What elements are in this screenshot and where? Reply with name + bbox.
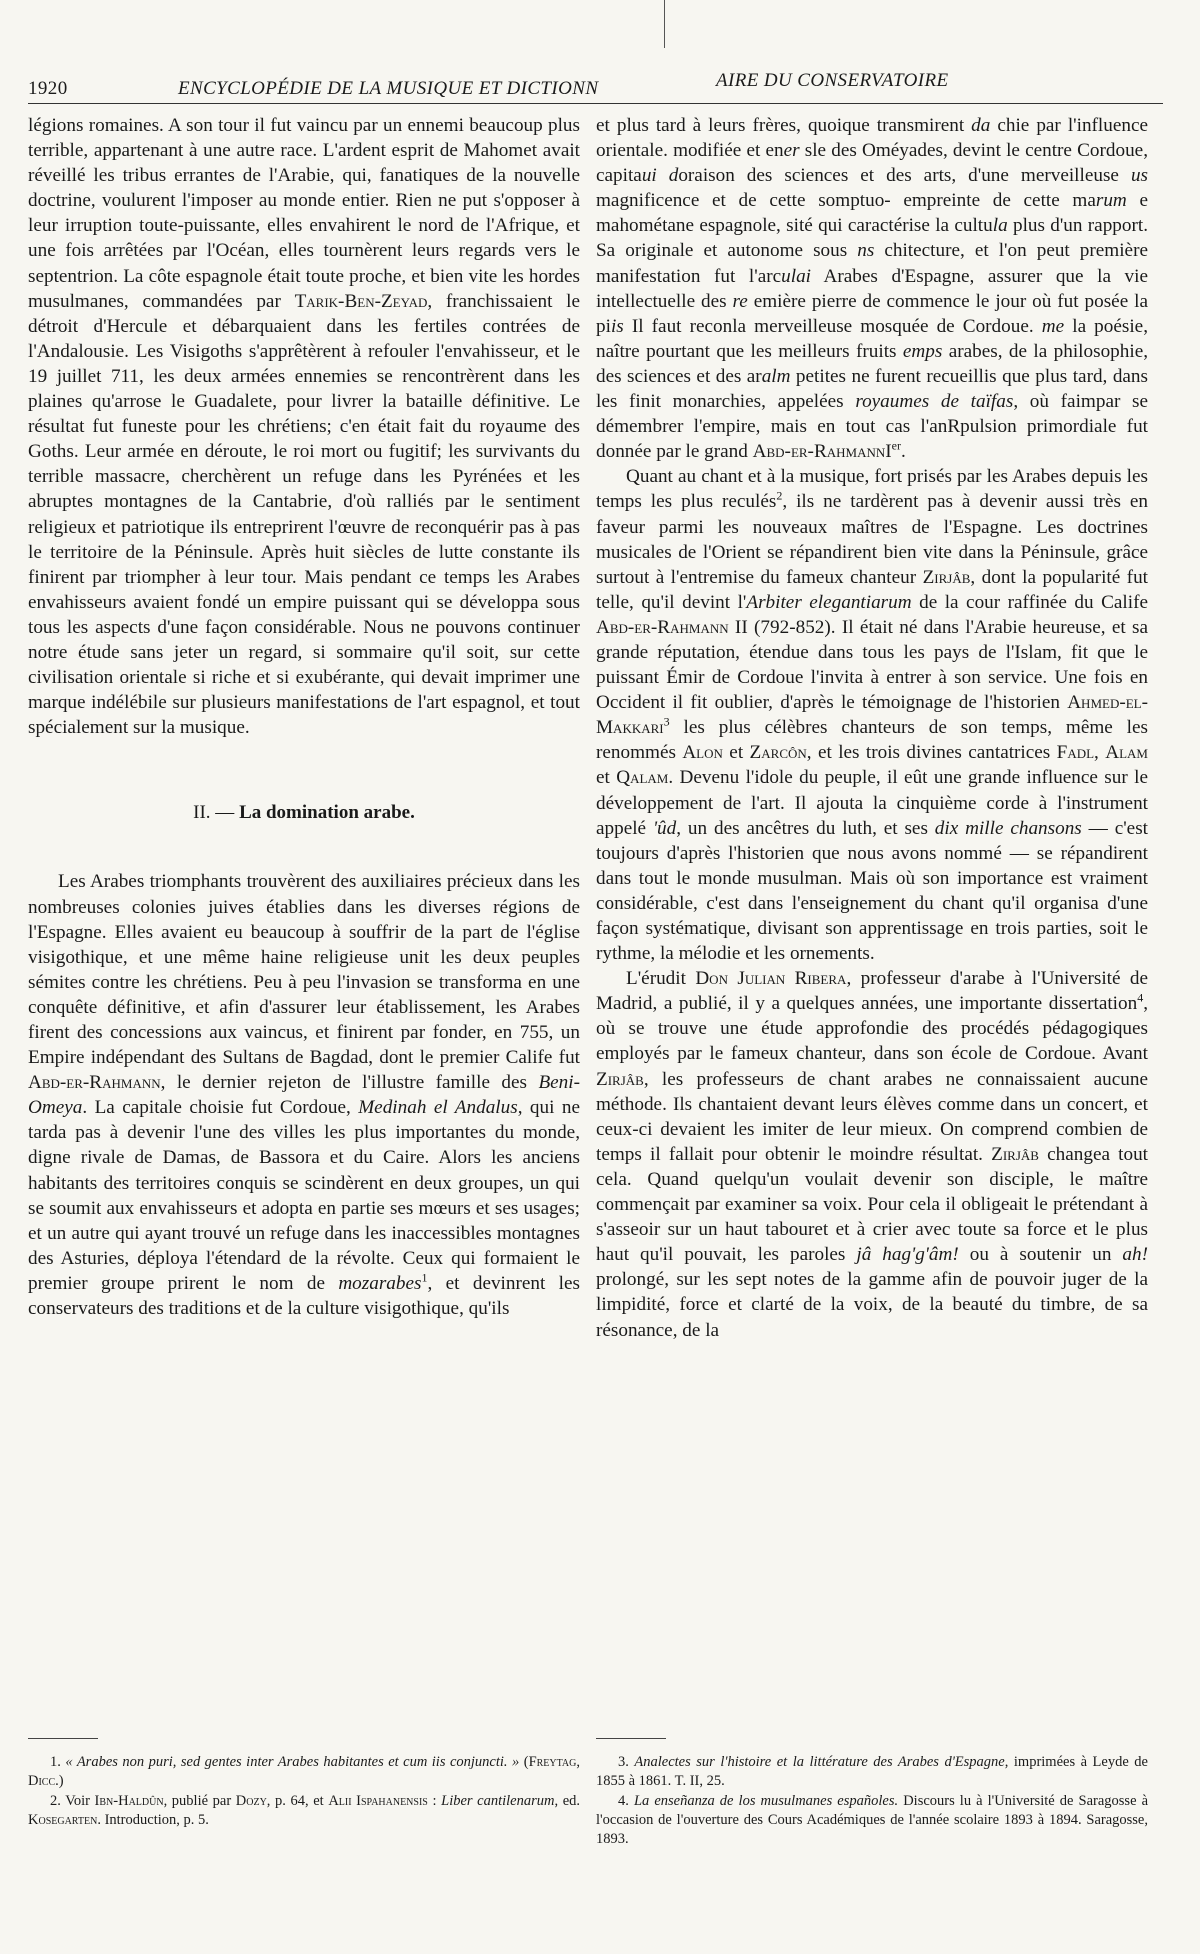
text: magnificence et de cette somptuo- empreinte de cette ma: [596, 190, 1096, 212]
person-name: Ibn-Haldûn: [94, 1793, 164, 1809]
text: ou à soutenir un: [958, 1244, 1123, 1266]
text: s: [804, 140, 813, 162]
person-name: Tarik-Ben-Zeyad: [294, 290, 428, 312]
text: .: [900, 441, 906, 463]
person-name: Alam: [1105, 742, 1148, 764]
header-title-right: AIRE DU CONSERVATOIRE: [716, 70, 949, 91]
footnote-source: (Freytag, Dicc.): [28, 1754, 581, 1789]
footnote-title: Analectes sur l'histoire et la littérature des Arabes d'Espagne: [634, 1754, 1005, 1770]
text: , et les trois divines cantatrices: [806, 742, 1057, 764]
text: légions romaines. A son tour il fut vaincu par un ennemi beaucoup plus terrible, appartenant à une autre race. L'ardent esprit de Mahomet avait réveillé les tribus errantes de l'Arabie, qui, fanatiques de la nouvelle doctrine, voulurent l'imposer au monde entier. Rien ne put s'opposer à leur irruption toute-puissante, elles envahirent le nord de l'Afrique, et une fois arrêtées par l'Océan, elles tournèrent leurs regards vers le septentrion. La côte espagnole était toute proche, et bien vite les hordes musulmanes, commandées par: [28, 115, 580, 312]
text: . La capitale choisie fut Cordoue,: [82, 1097, 359, 1119]
person-name: Alon: [682, 742, 723, 764]
text: monarchies, appelées: [660, 391, 856, 413]
text: alm: [761, 365, 791, 387]
person-name: Alii Ispahanensis: [328, 1793, 428, 1809]
footnote-rule: [28, 1738, 98, 1739]
footnotes-left: [28, 1753, 580, 1831]
footnote-text: Discours lu à l'Université de Saragosse à l'occasion de l'ouverture des Cours Académiques de l'année scolaire 1893 à 1894. Saragosse, 1893.: [596, 1793, 1149, 1847]
footnote-number: 2.: [50, 1793, 61, 1809]
text: im: [1075, 391, 1096, 413]
person-name: Zirjâb: [596, 1068, 644, 1090]
text: la poésie, naître pourtant que les meilleurs fruits: [596, 315, 1148, 362]
text: , dont la popularité fut telle, qu'il devint l': [596, 566, 1148, 613]
italic-term: jâ hag'g'âm!: [856, 1244, 959, 1266]
text: , p. 64, et: [266, 1793, 329, 1809]
right-column: [596, 113, 1148, 1343]
text: R: [947, 416, 961, 438]
footnote-number: 4.: [618, 1793, 629, 1809]
text: , où se trouve une étude approfondie des procédés pédagogiques employés par le fameux chanteur, dans son école de Cordoue. Avant: [596, 993, 1148, 1065]
text: ulai: [781, 265, 811, 287]
text: is: [610, 315, 624, 337]
text: , qui ne tarda pas à devenir l'une des villes les plus importantes du monde, digne rivale de Damas, de Bassora et du Caire. Alors les anciens habitants des territoires conquis se scindèrent en deux groupes, un qui se soumit aux envahisseurs et adopta en partie ses mœurs et ses usages; et un autre qui ayant trouvé un refuge dans les inaccessibles montagnes des Asturies, déploya l'étendard de la révolte. Ceux qui formaient le premier groupe prirent le nom de: [28, 1097, 580, 1294]
person-name: Fadl: [1056, 742, 1095, 764]
text: emps: [902, 340, 943, 362]
text: , le dernier rejeton de l'illustre famille des: [160, 1072, 539, 1094]
italic-term: 'ûd: [652, 817, 677, 839]
person-name: Zirjâb: [922, 566, 971, 588]
text: Il faut reconla merveilleuse mosquée de Cordoue.: [623, 315, 1042, 337]
text: II (792-852). Il était né dans l'Arabie heureuse, et sa grande réputation, étendue dans tous les pays de l'Islam, fit que le puissant Émir de Cordoue l'invita à entrer à son service. Une fois en Occident il fit oublier, d'après le témoignage de l'historien: [596, 616, 1148, 714]
footnote-text: « Arabes non puri, sed gentes inter Arabes habitantes et cum iis conjuncti. »: [65, 1754, 520, 1770]
text: les plus célèbres chanteurs de son temps, même les renommés: [596, 717, 1148, 764]
person-name: Zarcôn: [749, 742, 807, 764]
text: Les Arabes triomphants trouvèrent des auxiliaires précieux dans les nombreuses colonies juives établies dans les diverses régions de l'Espagne. Elles avaient eu beaucoup à souffrir de la part de l'église visigothique, et une même haine religieuse unit les deux peuples sémites contre les chrétiens. Peu à peu l'invasion se transforma en une conquête définitive, et afin d'assurer leur établissement, les Arabes firent des concessions aux vaincus, et finirent par fonder, en 755, un Empire indépendant des Sultans de Bagdad, dont le premier Calife fut: [28, 871, 580, 1069]
text: prolongé, sur les sept notes de la gamme afin de pouvoir juger de la limpidité, force et clarté de la voix, de la beauté du timbre, de sa résonance, de la: [596, 1269, 1148, 1341]
footnote-title: La enseñanza de los musulmanes españoles.: [633, 1793, 899, 1809]
text: er: [783, 140, 805, 162]
footnote: [28, 1753, 580, 1791]
footnote-rule: [596, 1738, 666, 1739]
text: le des Oméyades, devint le centre Cordoue, capita: [596, 140, 1148, 187]
text: re: [732, 290, 748, 312]
person-name: Zirjâb: [991, 1143, 1039, 1165]
person-name: Qalam: [616, 767, 669, 789]
text: ns: [857, 240, 875, 262]
person-name: Don Julian Ribera: [695, 968, 847, 990]
footnote: [596, 1792, 1148, 1849]
text: ui: [641, 165, 669, 187]
person-name: Ahmed-el-Makkari: [596, 692, 1148, 739]
footnotes-right: [596, 1753, 1148, 1850]
text: finit: [629, 391, 661, 413]
text: , professeur d'arabe à l'Université de Madrid, a publié, il y a quelques années, une importante dissertation: [596, 968, 1148, 1015]
text: petites ne furent recueillis que plus tard, dans les: [596, 365, 1148, 413]
italic-term: mozarabes: [338, 1272, 422, 1294]
section-title: La domination arabe.: [239, 802, 415, 824]
paragraph: [596, 113, 1148, 464]
superscript: er: [891, 438, 901, 453]
text: da: [971, 115, 998, 136]
text: plus d'un rapport. Sa originale et autonome sous: [596, 215, 1148, 262]
person-name: Abd-er-Rahmann: [28, 1072, 161, 1094]
text: d: [668, 165, 679, 187]
footnote: [596, 1753, 1148, 1791]
text: Arabes d'Espagne, assurer que la vie intellectuelle des: [596, 265, 1148, 312]
text: chitecture, et l'on peut première manifestation fut l'arc: [596, 240, 1148, 287]
text: et: [722, 742, 750, 764]
italic-term: royaumes de taïfas: [855, 391, 1014, 413]
footnote-ref: 3: [663, 714, 670, 729]
header-rule: [28, 103, 1163, 104]
italic-term: ah!: [1122, 1244, 1148, 1266]
text: :: [427, 1793, 442, 1809]
text: par se démembrer l'empire, mais en tout cas l'an: [596, 391, 1149, 438]
text: , où fa: [1013, 391, 1076, 413]
text: me: [1041, 315, 1065, 337]
footnote-number: 3.: [618, 1754, 629, 1770]
section-heading: [28, 800, 580, 825]
text: , ed.: [554, 1793, 581, 1809]
paragraph: [28, 869, 580, 1321]
person-name: Abd-er-Rahmann: [752, 441, 886, 463]
running-header: [28, 70, 1163, 106]
footnote-ref: 1: [421, 1270, 428, 1285]
footnote-text: , imprimées à Leyde de 1855 à 1861. T. II, 25.: [596, 1754, 1148, 1789]
text: , ils ne tardèrent pas à devenir aussi très en faveur parmi les nouveaux maîtres de l'Espagne. Les doctrines musicales de l'Orient se répandirent bien vite dans la Péninsule, grâce surtout à l'entremise du fameux chanteur: [596, 491, 1148, 588]
text: L'érudit: [626, 968, 696, 990]
text: , publié par: [163, 1793, 236, 1809]
text: us: [1130, 165, 1148, 187]
text: Voir: [65, 1793, 95, 1809]
header-title-left: ENCYCLOPÉDIE DE LA MUSIQUE ET DICTIONN: [178, 78, 599, 99]
text: , franchissaient le détroit d'Hercule et débarquaient dans les fertiles contrées de l'Andalousie. Les Visigoths s'apprêtèrent à refouler l'envahisseur, et le 19 juillet 711, les deux armées ennemies se rencontrèrent dans les plaines qu'arrose le Guadalete, pour livrer la bataille définitive. Le résultat fut funeste pour les chrétiens; c'en était fait du royaume des Goths. Leur armée en déroute, le roi mort ou fugitif; les survivants du terrible massacre, cherchèrent un refuge dans les Pyrénées et les abruptes montagnes de la Cantabrie, d'où ralliés par le sentiment religieux et patriotique ils entreprirent l'œuvre de reconquérir pas à pas le territoire de la Péninsule. Après huit siècles de lutte constante ils finirent par triompher à leur tour. Mais pendant ce temps les Arabes envahisseurs avaient fondé un empire puissant qui se développa sous tous les aspects d'une façon considérable. Nous ne pouvons continuer notre étude sans jeter un regard, si sommaire qu'il soit, sur cette civilisation orientale si riche et si exubérante, qui devait imprimer une marque indélébile sur plusieurs manifestations de l'art espagnol, et tout spécialement sur la musique.: [28, 290, 580, 739]
text: pulsion primordiale fut donnée par le grand: [596, 416, 1148, 463]
text: la: [992, 215, 1008, 237]
section-number: II. —: [193, 802, 235, 824]
text: Quant au chant et à la musique, fort prisés par les Arabes depuis les temps les plus reculés: [596, 466, 1148, 513]
text: , et devinrent les conservateurs des traditions et de la culture visigothique, qu'ils: [28, 1272, 580, 1320]
text: — c'est toujours d'après l'historien que nous avons nommé — se répandirent dans tout le monde musulman. Mais où son importance est vraiment considérable, c'est dans l'enseignement du chant qu'il organisa d'une façon systématique, divisant son apprentissage en trois parties, soit le rythme, la mélodie et les ornements.: [596, 817, 1148, 965]
text: . Devenu l'idole du peuple, il eût une grande influence sur le développement de l'art. Il ajouta la cinquième corde à l'instrument appelé: [596, 767, 1148, 839]
margin-mark: [664, 0, 665, 48]
left-column: [28, 113, 580, 1321]
text: rum: [1095, 190, 1127, 212]
footnote-ref: 2: [776, 489, 783, 504]
paragraph: [596, 966, 1148, 1342]
paragraph: [28, 113, 580, 740]
italic-term: Arbiter elegantiarum: [746, 591, 912, 613]
text: ,: [1094, 742, 1106, 764]
italic-term: Liber cantilenarum: [441, 1793, 555, 1809]
text: et: [596, 767, 617, 789]
italic-term: Medinah el Andalus: [358, 1097, 518, 1119]
text: de la cour raffinée du Calife: [911, 591, 1148, 613]
text: e mahométane espagnole, sité qui caractérise la cultu: [596, 190, 1148, 237]
footnote: [28, 1792, 580, 1830]
text: arabes, de la philosophie, des sciences et des ar: [596, 340, 1149, 387]
text: , les professeurs de chant arabes ne connaissaient aucune méthode. Ils chantaient devant leurs élèves comme dans un concert, et ceux-ci devaient les imiter de leur mieux. On comprend combien de temps il fallait pour obtenir le moindre résultat.: [596, 1068, 1148, 1165]
italic-term: Beni-Omeya: [28, 1072, 580, 1119]
page-number: 1920: [28, 78, 68, 99]
paragraph: [596, 464, 1148, 966]
footnote-ref: 4: [1137, 990, 1144, 1005]
text: et plus tard à leurs frères, quoique transmirent: [596, 115, 972, 136]
text: emière pierre de commence le jour où fut posée la pi: [596, 290, 1148, 337]
regnal-number: I: [885, 441, 892, 463]
italic-term: dix mille chansons: [934, 817, 1082, 839]
text: chie par l'influence orientale. modifiée et en: [596, 115, 1148, 162]
footnote-number: 1.: [50, 1754, 61, 1770]
text: . Introduction, p. 5.: [97, 1812, 209, 1828]
text: oraison des sciences et des arts, d'une merveilleuse: [678, 165, 1131, 187]
person-name: Abd-er-Rahmann: [596, 616, 729, 638]
text: changea tout cela. Quand quelqu'un voulait devenir son disciple, le maître commençait par examiner sa voix. Pour cela il obligeait le prétendant à s'asseoir sur un haut tabouret et à crier avec toute sa force et le plus haut qu'il pouvait, les paroles: [596, 1143, 1148, 1266]
person-name: Kosegarten: [28, 1812, 98, 1828]
text: , un des ancêtres du luth, et ses: [676, 817, 935, 839]
person-name: Dozy: [235, 1793, 267, 1809]
